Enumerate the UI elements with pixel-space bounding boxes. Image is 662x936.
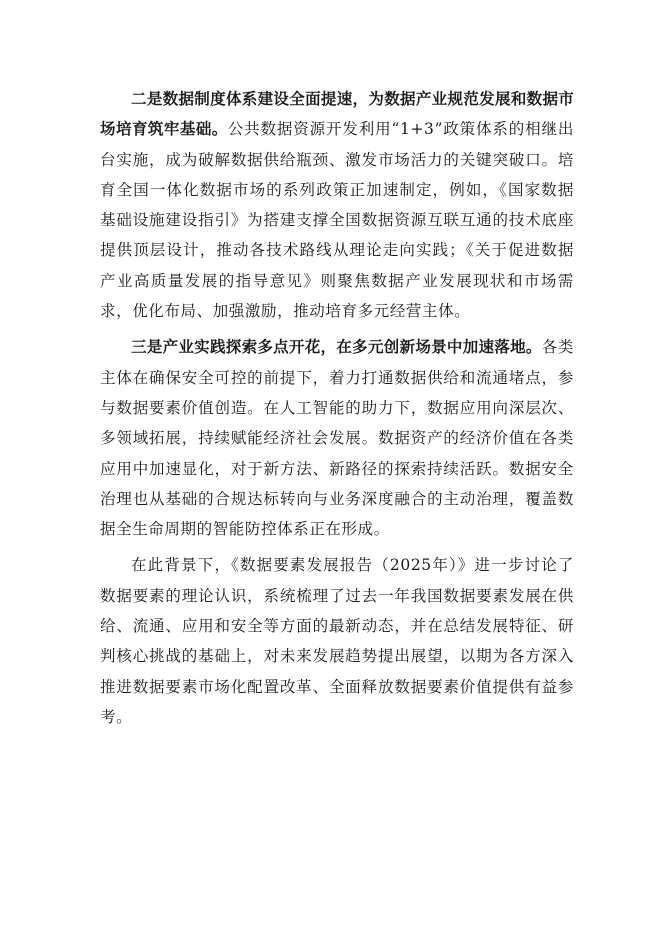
paragraph-body-text: 各类主体在确保安全可控的前提下，着力打通数据供给和流通堵点，参与数据要素价值创造。在人工智能的助力下，数据应用向深层次、多领域拓展，持续赋能经济社会发展。数据资产的经济价值在各类应用中加速显化，对于新方法、新路径的探索持续活跃。数据安全治理也从基础的合规达标转向与业务深度融合的主动治理，覆盖数据全生命周期的智能防控体系正在形成。 xyxy=(100,338,574,539)
paragraph-lead-sentence: 二是数据制度体系建设全面提速，为数据产业规范发展和数据市场培育筑牢基础。 xyxy=(100,90,574,139)
paragraph-report-background xyxy=(100,550,574,732)
paragraph-body-text: 公共数据资源开发利用“1+3”政策体系的相继出台实施，成为破解数据供给瓶颈、激发市场活力的关键突破口。培育全国一体化数据市场的系列政策正加速制定，例如，《国家数据基础设施建设指引》为搭建支撑全国数据资源互联互通的技术底座提供顶层设计，推动各技术路线从理论走向实践；《关于促进数据产业高质量发展的指导意见》则聚焦数据产业发展现状和市场需求，优化布局、加强激励，推动培育多元经营主体。 xyxy=(100,120,574,321)
paragraph-data-institution xyxy=(100,84,574,326)
paragraph-body-text: 在此背景下，《数据要素发展报告（2025年）》进一步讨论了数据要素的理论认识，系统梳理了过去一年我国数据要素发展在供给、流通、应用和安全等方面的最新动态，并在总结发展特征、研判核心挑战的基础上，对未来发展趋势提出展望，以期为各方深入推进数据要素市场化配置改革、全面释放数据要素价值提供有益参考。 xyxy=(100,556,574,726)
paragraph-industry-practice xyxy=(100,332,574,544)
paragraph-lead-sentence: 三是产业实践探索多点开花，在多元创新场景中加速落地。 xyxy=(131,338,542,357)
document-body xyxy=(100,84,574,738)
